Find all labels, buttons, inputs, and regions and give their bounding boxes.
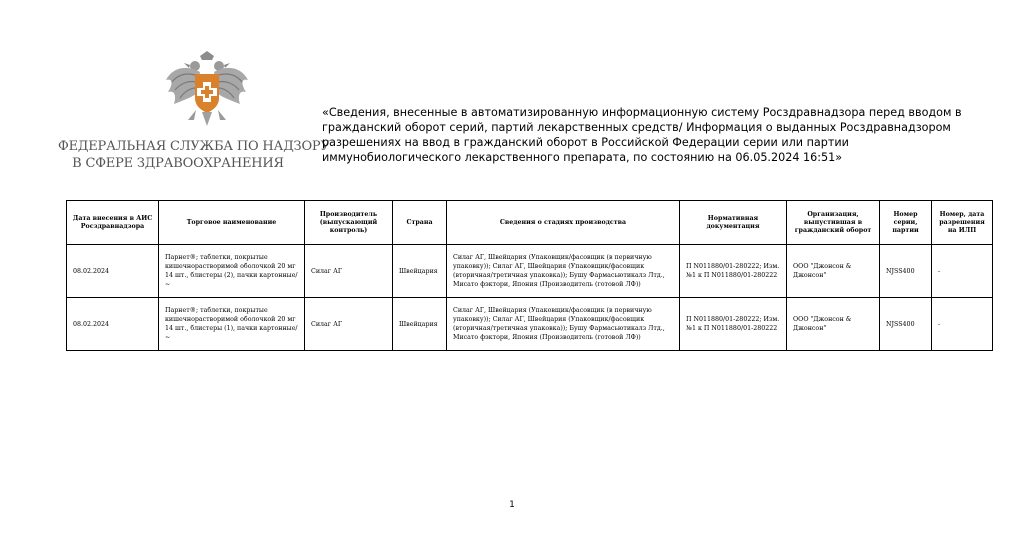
cell-country: Швейцария <box>393 298 447 351</box>
cell-date: 08.02.2024 <box>67 298 159 351</box>
org-name <box>58 138 330 172</box>
cell-permit: - <box>932 245 993 298</box>
table-row <box>67 298 993 351</box>
col-header-date: Дата внесения в АИС Росздравнадзора <box>67 201 159 245</box>
cell-organization: ООО "Джонсон & Джонсон" <box>787 245 880 298</box>
cell-name: Парнет®; таблетки, покрытые кишечнорастворимой оболочкой 20 мг 14 шт., блистеры (2), пачки картонные/ ~ <box>159 245 305 298</box>
cell-docs: П N011880/01-280222; Изм. №1 к П N011880/01-280222 <box>680 298 787 351</box>
cell-batch: NJSS400 <box>880 245 932 298</box>
cell-organization: ООО "Джонсон & Джонсон" <box>787 298 880 351</box>
cell-batch: NJSS400 <box>880 298 932 351</box>
double-headed-eagle-icon <box>162 50 252 130</box>
col-header-permit: Номер, дата разрешения на ИЛП <box>932 201 993 245</box>
cell-stages: Силаг АГ, Швейцария (Упаковщик/фасовщик (в первичную упаковку)); Силаг АГ, Швейцария (Упаковщик/фасовщик (вторичная/третичная упаковка)); Бушу Фармасьютикалз Лтд., Мисато фэктори, Япония (Производитель (готовой ЛФ)) <box>447 245 680 298</box>
cell-stages: Силаг АГ, Швейцария (Упаковщик/фасовщик (в первичную упаковку)); Силаг АГ, Швейцария (Упаковщик/фасовщик (вторичная/третичная упаковка)); Бушу Фармасьютикалз Лтд., Мисато фэктори, Япония (Производитель (готовой ЛФ)) <box>447 298 680 351</box>
col-header-stages: Сведения о стадиях производства <box>447 201 680 245</box>
cell-docs: П N011880/01-280222; Изм. №1 к П N011880/01-280222 <box>680 245 787 298</box>
col-header-manufacturer: Производитель (выпускающий контроль) <box>305 201 393 245</box>
cell-country: Швейцария <box>393 245 447 298</box>
org-logo <box>58 50 330 180</box>
cell-manufacturer: Силаг АГ <box>305 245 393 298</box>
org-name-line2: В СФЕРЕ ЗДРАВООХРАНЕНИЯ <box>72 156 284 171</box>
document-heading: «Сведения, внесенные в автоматизированную информационную систему Росздравнадзора перед вводом в гражданский оборот серий, партий лекарственных средств/ Информация о выданных Росздравнадзором разрешениях на ввод в гражданский оборот в Российской Федерации серии или партии иммунобиологического лекарственного препарата, по состоянию на 06.05.2024 16:51» <box>322 106 962 164</box>
org-name-line1: ФЕДЕРАЛЬНАЯ СЛУЖБА ПО НАДЗОРУ <box>58 139 330 154</box>
col-header-country: Страна <box>393 201 447 245</box>
registry-table <box>66 200 993 351</box>
cell-name: Парнет®; таблетки, покрытые кишечнорастворимой оболочкой 20 мг 14 шт., блистеры (1), пачки картонные/ ~ <box>159 298 305 351</box>
cell-manufacturer: Силаг АГ <box>305 298 393 351</box>
page-number: 1 <box>509 500 515 510</box>
col-header-name: Торговое наименование <box>159 201 305 245</box>
col-header-organization: Организация, выпустившая в гражданский оборот <box>787 201 880 245</box>
cell-date: 08.02.2024 <box>67 245 159 298</box>
table-row <box>67 245 993 298</box>
col-header-docs: Нормативная документация <box>680 201 787 245</box>
table-header-row <box>67 201 993 245</box>
cell-permit: - <box>932 298 993 351</box>
col-header-batch: Номер серии, партии <box>880 201 932 245</box>
